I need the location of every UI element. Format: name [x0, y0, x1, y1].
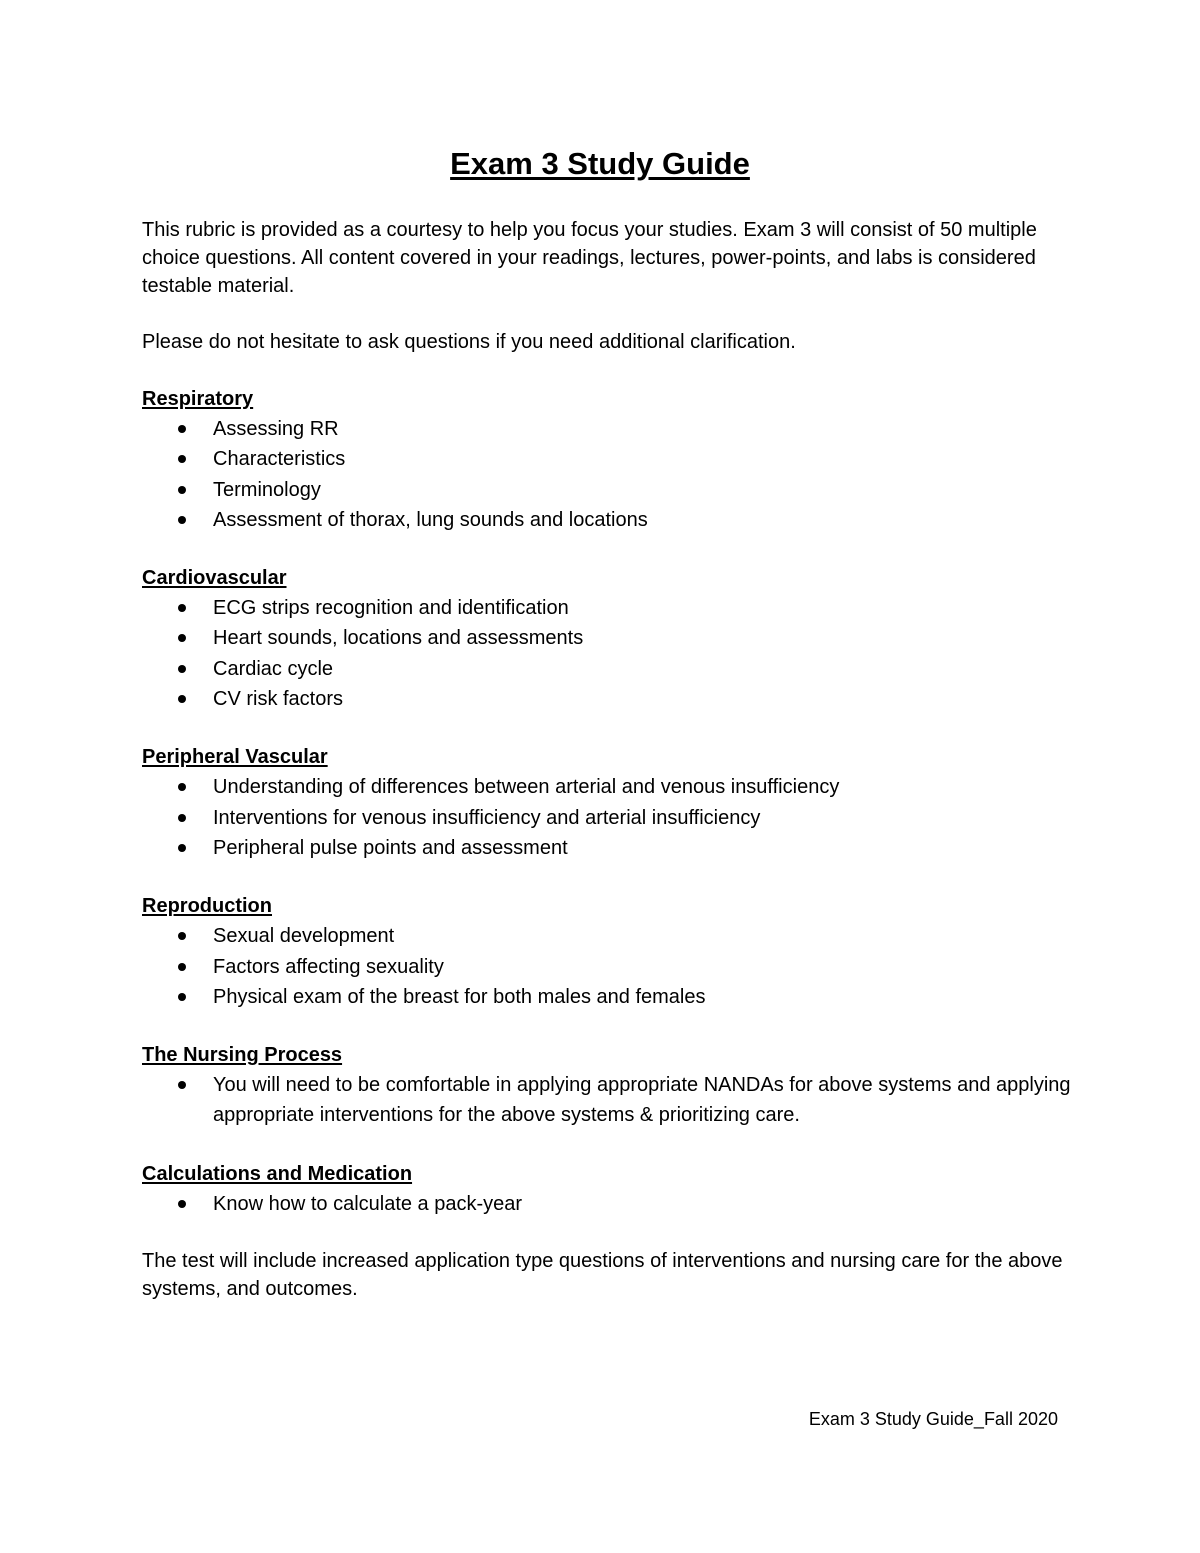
section-calculations-medication	[142, 1159, 1072, 1219]
list-item-text: Know how to calculate a pack-year	[213, 1192, 523, 1215]
list-item-text: Peripheral pulse points and assessment	[213, 836, 568, 859]
section-respiratory	[142, 384, 1072, 535]
bullet-icon	[178, 634, 186, 642]
list-item	[142, 921, 1072, 951]
list-item	[142, 803, 1072, 833]
section-heading: Cardiovascular	[142, 567, 287, 590]
document-body	[142, 216, 1072, 1331]
section-nursing-process	[142, 1040, 1072, 1131]
page-title: Exam 3 Study Guide	[450, 146, 750, 181]
section-peripheral-vascular	[142, 742, 1072, 863]
bullet-icon	[178, 665, 186, 673]
list-item-text: You will need to be comfortable in applying appropriate NANDAs for above systems and applying appropriate interventions for the above systems & prioritizing care.	[213, 1074, 1071, 1127]
section-heading: Peripheral Vascular	[142, 746, 328, 769]
bullet-icon	[178, 1200, 186, 1208]
section-cardiovascular	[142, 563, 1072, 714]
bullet-icon	[178, 695, 186, 703]
page-footer: Exam 3 Study Guide_Fall 2020	[808, 1409, 1058, 1429]
list-item	[142, 833, 1072, 863]
bullet-list	[142, 772, 1072, 863]
list-item-text: Cardiac cycle	[213, 657, 334, 680]
bullet-icon	[178, 455, 186, 463]
bullet-icon	[178, 993, 186, 1001]
list-item-text: Characteristics	[213, 448, 346, 471]
list-item	[142, 952, 1072, 982]
list-item-text: Physical exam of the breast for both males and females	[213, 985, 706, 1008]
bullet-icon	[178, 963, 186, 971]
list-item	[142, 684, 1072, 714]
bullet-icon	[178, 932, 186, 940]
list-item	[142, 593, 1072, 623]
list-item-text: Sexual development	[213, 925, 395, 948]
bullet-icon	[178, 1081, 186, 1089]
list-item	[142, 505, 1072, 535]
bullet-icon	[178, 516, 186, 524]
bullet-icon	[178, 604, 186, 612]
list-item	[142, 1189, 1072, 1219]
list-item	[142, 444, 1072, 474]
bullet-list	[142, 1189, 1072, 1219]
section-heading: Respiratory	[142, 388, 254, 410]
list-item	[142, 654, 1072, 684]
bullet-list	[142, 921, 1072, 1012]
bullet-icon	[178, 425, 186, 433]
list-item-text: Assessing RR	[213, 418, 339, 440]
list-item-text: Understanding of differences between arterial and venous insufficiency	[213, 776, 840, 799]
closing-paragraph: The test will include increased application type questions of interventions and nursing care for the above systems, and outcomes.	[142, 1250, 1063, 1301]
bullet-list	[142, 1070, 1072, 1131]
intro-paragraph: This rubric is provided as a courtesy to help you focus your studies. Exam 3 will consist of 50 multiple choice questions. All content covered in your readings, lectures, power-points, and labs is considered testable material.	[142, 219, 1037, 297]
list-item-text: Factors affecting sexuality	[213, 955, 444, 978]
bullet-icon	[178, 486, 186, 494]
note-paragraph: Please do not hesitate to ask questions if you need additional clarification.	[142, 331, 796, 353]
bullet-icon	[178, 783, 186, 791]
bullet-icon	[178, 844, 186, 852]
list-item	[142, 1070, 1072, 1131]
list-item	[142, 772, 1072, 802]
section-heading: Reproduction	[142, 895, 272, 918]
section-reproduction	[142, 891, 1072, 1012]
list-item	[142, 623, 1072, 653]
bullet-icon	[178, 814, 186, 822]
bullet-list	[142, 414, 1072, 535]
list-item	[142, 982, 1072, 1012]
section-heading: Calculations and Medication	[142, 1162, 413, 1185]
section-heading: The Nursing Process	[142, 1044, 343, 1067]
list-item	[142, 414, 1072, 444]
list-item-text: Interventions for venous insufficiency and arterial insufficiency	[213, 806, 761, 829]
bullet-list	[142, 593, 1072, 714]
list-item-text: Heart sounds, locations and assessments	[213, 627, 584, 650]
list-item-text: CV risk factors	[213, 688, 344, 711]
list-item	[142, 475, 1072, 505]
list-item-text: Assessment of thorax, lung sounds and locations	[213, 508, 648, 531]
list-item-text: Terminology	[213, 478, 321, 501]
list-item-text: ECG strips recognition and identification	[213, 597, 569, 620]
